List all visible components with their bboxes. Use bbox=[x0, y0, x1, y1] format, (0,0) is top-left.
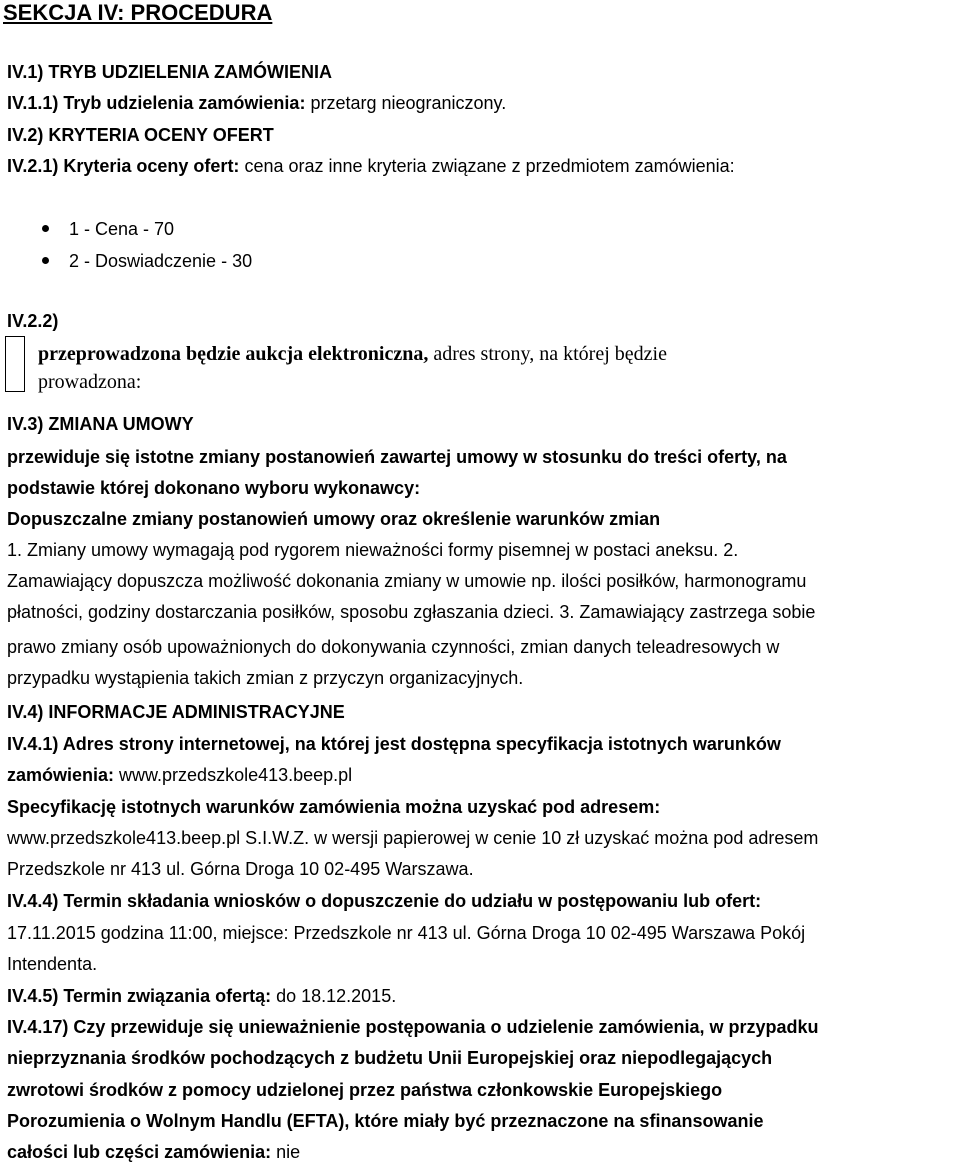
iv3-text-5: przypadku wystąpienia takich zmian z przyczyn organizacyjnych. bbox=[7, 668, 524, 688]
iv3-line-3: Dopuszczalne zmiany postanowień umowy oraz określenie warunków zmian bbox=[7, 509, 661, 529]
iv1-mode-label: IV.1.1) Tryb udzielenia zamówienia: bbox=[7, 93, 306, 113]
iv3-text-3: płatności, godziny dostarczania posiłków, sposobu zgłaszania dzieci. 3. Zamawiający zastrzega sobie bbox=[7, 602, 816, 622]
iv4-deadline-label: IV.4.4) Termin składania wniosków o dopuszczenie do udziału w postępowaniu lub ofert: bbox=[7, 891, 762, 911]
iv4-website-label-line2: zamówienia: bbox=[7, 765, 115, 785]
criteria-item-label: 2 - Doswiadczenie - 30 bbox=[69, 251, 253, 271]
criteria-item-1 bbox=[42, 218, 174, 240]
iv3-text-4: prawo zmiany osób upoważnionych do dokonywania czynności, zmian danych teleadresowych w bbox=[7, 637, 780, 657]
auction-rest: adres strony, na której będzie bbox=[428, 343, 667, 365]
iv4-binding-value: do 18.12.2015. bbox=[271, 986, 397, 1006]
bullet-icon bbox=[42, 257, 49, 264]
iv4-spec-label: Specyfikację istotnych warunków zamówienia można uzyskać pod adresem: bbox=[7, 797, 661, 817]
iv4-website bbox=[7, 764, 352, 786]
iv2-heading: IV.2) KRYTERIA OCENY OFERT bbox=[7, 125, 274, 145]
criteria-item-label: 1 - Cena - 70 bbox=[69, 219, 175, 239]
auction-checkbox[interactable] bbox=[5, 336, 25, 392]
bullet-icon bbox=[42, 225, 49, 232]
criteria-item-2 bbox=[42, 250, 252, 272]
iv2-criteria bbox=[7, 155, 735, 177]
iv2-auction-label: IV.2.2) bbox=[7, 311, 59, 331]
auction-text-line1 bbox=[38, 342, 667, 366]
iv3-line-2: podstawie której dokonano wyboru wykonawcy: bbox=[7, 478, 421, 498]
iv4-binding bbox=[7, 985, 396, 1007]
iv4-binding-label: IV.4.5) Termin związania ofertą: bbox=[7, 986, 272, 1006]
iv4-website-label-line1: IV.4.1) Adres strony internetowej, na której jest dostępna specyfikacja istotnych warunków bbox=[7, 734, 781, 754]
iv2-criteria-label: IV.2.1) Kryteria oceny ofert: bbox=[7, 156, 240, 176]
iv4-eu-last bbox=[7, 1141, 300, 1163]
iv3-line-1: przewiduje się istotne zmiany postanowień zawartej umowy w stosunku do treści oferty, na bbox=[7, 447, 787, 467]
iv4-website-value[interactable]: www.przedszkole413.beep.pl bbox=[114, 765, 353, 785]
iv4-eu-line4: Porozumienia o Wolnym Handlu (EFTA), które miały być przeznaczone na sfinansowanie bbox=[7, 1111, 764, 1131]
iv4-spec-line1: www.przedszkole413.beep.pl S.I.W.Z. w wersji papierowej w cenie 10 zł uzyskać można pod adresem bbox=[7, 828, 819, 848]
iv4-eu-last-label: całości lub części zamówienia: bbox=[7, 1142, 272, 1162]
iv3-text-1: 1. Zmiany umowy wymagają pod rygorem nieważności formy pisemnej w postaci aneksu. 2. bbox=[7, 540, 739, 560]
iv4-deadline-line2: Intendenta. bbox=[7, 954, 98, 974]
iv4-eu-line3: zwrotowi środków z pomocy udzielonej przez państwa członkowskie Europejskiego bbox=[7, 1080, 723, 1100]
iv4-eu-line2: nieprzyznania środków pochodzących z budżetu Unii Europejskiej oraz niepodlegających bbox=[7, 1048, 773, 1068]
iv1-mode-value: przetarg nieograniczony. bbox=[305, 93, 507, 113]
section-title: SEKCJA IV: PROCEDURA bbox=[3, 0, 273, 25]
iv4-heading: IV.4) INFORMACJE ADMINISTRACYJNE bbox=[7, 702, 345, 722]
iv4-eu-line1: IV.4.17) Czy przewiduje się unieważnienie postępowania o udzielenie zamówienia, w przypadku bbox=[7, 1017, 819, 1037]
iv4-spec-line2: Przedszkole nr 413 ul. Górna Droga 10 02-495 Warszawa. bbox=[7, 859, 474, 879]
auction-text-line2: prowadzona: bbox=[38, 371, 142, 393]
iv3-text-2: Zamawiający dopuszcza możliwość dokonania zmiany w umowie np. ilości posiłków, harmonogramu bbox=[7, 571, 807, 591]
iv4-deadline-line1: 17.11.2015 godzina 11:00, miejsce: Przedszkole nr 413 ul. Górna Droga 10 02-495 Warszawa Pokój bbox=[7, 923, 806, 943]
iv2-criteria-value: cena oraz inne kryteria związane z przedmiotem zamówienia: bbox=[239, 156, 735, 176]
iv1-mode bbox=[7, 92, 506, 114]
auction-bold: przeprowadzona będzie aukcja elektroniczna, bbox=[38, 343, 429, 365]
iv1-heading: IV.1) TRYB UDZIELENIA ZAMÓWIENIA bbox=[7, 62, 333, 82]
iv4-eu-last-value: nie bbox=[271, 1142, 301, 1162]
iv3-heading: IV.3) ZMIANA UMOWY bbox=[7, 414, 194, 434]
